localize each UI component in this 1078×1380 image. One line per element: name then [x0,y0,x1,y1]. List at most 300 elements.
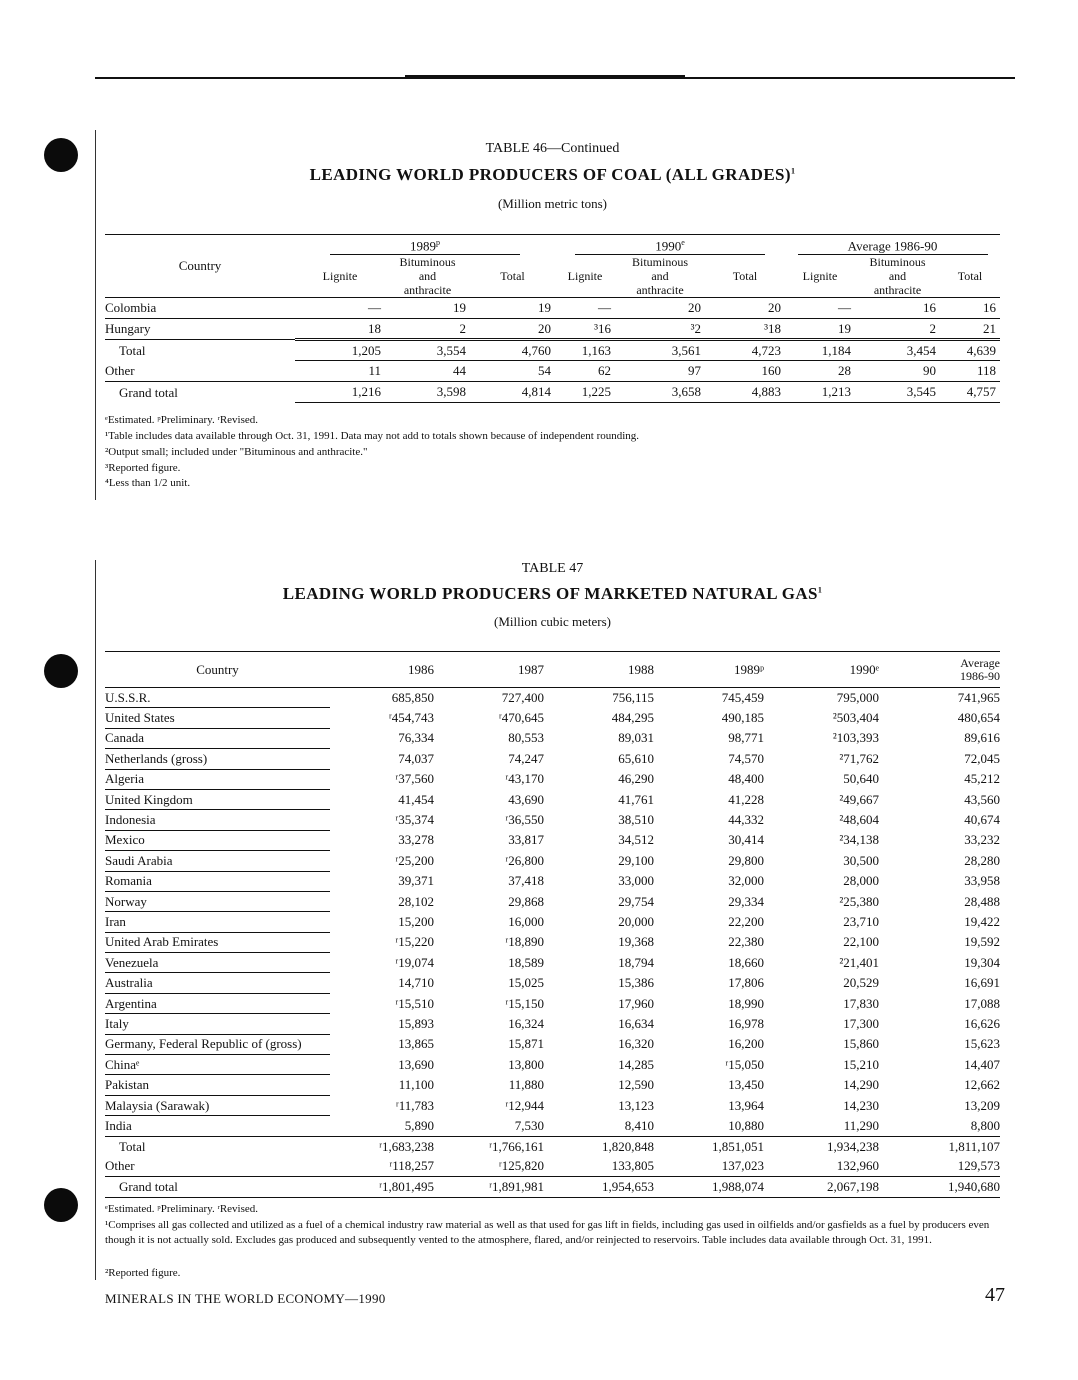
table-row [105,728,1000,748]
value-cell: 33,817 [508,832,544,848]
country-cell: Grand total [119,384,178,400]
table-row [105,953,1000,973]
value-cell: 795,000 [836,689,879,705]
value-cell: 97 [615,361,705,382]
value-cell: ʳ11,783 [395,1097,434,1113]
value-cell: 17,806 [728,975,764,991]
table-row [105,382,1000,403]
country-cell: Colombia [105,298,295,319]
value-cell: 13,123 [618,1097,654,1113]
table47-header-1986: 1986 [408,661,434,677]
table46-title [105,165,1000,185]
value-cell: 745,459 [721,689,764,705]
value-cell: 1,940,680 [948,1179,1000,1195]
country-cell: Mexico [105,830,330,850]
value-cell: 76,334 [398,730,434,746]
value-cell: 15,025 [508,975,544,991]
value-cell: 16,978 [728,1015,764,1031]
value-cell: 41,454 [398,791,434,807]
col-total: Total [500,269,525,284]
value-cell: 20 [470,319,555,340]
value-cell: 74,037 [398,750,434,766]
value-cell: 89,616 [964,730,1000,746]
value-cell: 15,871 [508,1036,544,1052]
value-cell: ʳ26,800 [505,852,544,868]
value-cell: 16,634 [618,1015,654,1031]
value-cell: 17,960 [618,995,654,1011]
table46-unit: (Million metric tons) [497,196,608,211]
table47-caption: TABLE 47 [521,561,584,576]
value-cell: 50,640 [843,771,879,787]
country-cell: Canada [105,728,330,748]
value-cell: 1,988,074 [712,1179,764,1195]
col-anthracite: anthracite [403,283,452,298]
table47-header-country: Country [196,661,239,677]
value-cell: 33,958 [964,873,1000,889]
value-cell: 2,067,198 [827,1179,879,1195]
country-cell: India [105,1116,330,1136]
running-footer: MINERALS IN THE WORLD ECONOMY—1990 [105,1291,386,1306]
value-cell: 29,334 [728,893,764,909]
value-cell: 20,529 [843,975,879,991]
value-cell: 29,754 [618,893,654,909]
value-cell: ²71,762 [839,750,879,766]
value-cell: 21 [940,319,1000,340]
value-cell: 16,691 [964,975,1000,991]
col-lignite: Lignite [567,269,603,284]
value-cell: 41,761 [618,791,654,807]
value-cell: 741,965 [957,689,1000,705]
value-cell: 18,794 [618,954,654,970]
value-cell: 3,554 [385,340,470,361]
value-cell: 8,410 [550,1116,660,1136]
value-cell: 3,561 [615,340,705,361]
value-cell: 14,290 [843,1077,879,1093]
value-cell: 22,100 [843,934,879,950]
value-cell: 33,000 [618,873,654,889]
value-cell: 19,368 [618,934,654,950]
table47-title-sup: 1 [817,585,823,595]
value-cell: 3,598 [385,382,470,403]
value-cell: 48,400 [728,771,764,787]
value-cell: — [295,298,385,319]
table-row [105,688,1000,708]
value-cell: 98,771 [728,730,764,746]
value-cell: 28,488 [964,893,1000,909]
value-cell: 1,225 [555,382,615,403]
value-cell: 10,880 [660,1116,770,1136]
value-cell: 16,626 [964,1015,1000,1031]
table47-footnote: ²Reported figure. [105,1267,181,1279]
col-anthracite: anthracite [636,283,684,298]
value-cell: 160 [705,361,785,382]
value-cell: 20 [615,298,705,319]
country-cell: United Kingdom [105,789,330,809]
value-cell: 90 [855,361,940,382]
value-cell: 22,200 [728,913,764,929]
natural-gas-producers-table [105,651,1000,1198]
col-total: Total [957,269,983,284]
table-row [105,1136,1000,1156]
left-margin-rule [95,130,96,500]
coal-producers-table [105,234,1000,403]
value-cell: 1,213 [785,382,855,403]
value-cell: 756,115 [612,689,654,705]
value-cell: 18,589 [508,954,544,970]
table47-header-1990: 1990ᵉ [849,661,879,677]
value-cell: 1,851,051 [712,1138,764,1154]
table46-footnote: ²Output small; included under "Bituminous and anthracite." [105,446,368,458]
value-cell: ²25,380 [839,893,879,909]
table-row [105,1034,1000,1054]
value-cell: 12,662 [964,1077,1000,1093]
value-cell: 13,690 [398,1056,434,1072]
col-bituminous: Bituminous [869,255,926,270]
value-cell: 29,100 [618,852,654,868]
value-cell: 15,623 [964,1036,1000,1052]
value-cell: 44,332 [728,812,764,828]
table-row [105,912,1000,932]
value-cell: ʳ454,743 [388,710,434,726]
value-cell: 43,560 [964,791,1000,807]
value-cell: 8,800 [885,1116,1000,1136]
table46-country-header: Country [178,258,222,274]
value-cell: 15,860 [843,1036,879,1052]
country-cell: Saudi Arabia [105,851,330,871]
value-cell: 16,320 [618,1036,654,1052]
col-and: and [651,269,669,284]
country-cell: Indonesia [105,810,330,830]
value-cell: ²21,401 [839,954,879,970]
value-cell: 16,324 [508,1015,544,1031]
value-cell: 14,230 [843,1097,879,1113]
country-cell: Italy [105,1014,330,1034]
table46-footnote: ³Reported figure. [105,462,181,474]
value-cell: 65,610 [618,750,654,766]
value-cell: 18,660 [728,954,764,970]
table-row [105,1014,1000,1034]
value-cell: ʳ35,374 [395,812,434,828]
value-cell: 484,295 [611,710,654,726]
value-cell: 1,820,848 [602,1138,654,1154]
table-row [105,340,1000,361]
value-cell: ʳ15,220 [395,934,434,950]
country-cell: United States [105,708,330,728]
value-cell: 4,883 [705,382,785,403]
value-cell: 89,031 [618,730,654,746]
value-cell: 133,805 [550,1156,660,1176]
value-cell: 13,865 [398,1036,434,1052]
left-margin-rule [95,560,96,1280]
value-cell: 13,964 [728,1097,764,1113]
value-cell: 22,380 [728,934,764,950]
country-cell: Algeria [105,769,330,789]
table-row [105,749,1000,769]
value-cell: ²103,393 [832,730,879,746]
country-cell: United Arab Emirates [105,932,330,952]
value-cell: ²34,138 [839,832,879,848]
table-row [105,789,1000,809]
page-top-rule-accent [405,75,685,78]
col-bituminous: Bituminous [399,255,456,270]
binder-hole [44,654,78,688]
value-cell: ʳ15,510 [395,995,434,1011]
value-cell: 28,102 [398,893,434,909]
value-cell: 74,570 [728,750,764,766]
value-cell: — [555,298,615,319]
table-row [105,1156,1000,1176]
value-cell: 33,232 [964,832,1000,848]
value-cell: ʳ18,890 [505,934,544,950]
table47-header-1987: 1987 [518,661,544,677]
value-cell: 16,000 [508,913,544,929]
value-cell: 12,590 [618,1077,654,1093]
table46-group-1990: 1990e [555,235,785,256]
value-cell: 16 [940,298,1000,319]
table-row [105,1075,1000,1095]
country-cell: Total [119,1138,146,1154]
value-cell: 80,553 [508,730,544,746]
value-cell: 19,304 [964,954,1000,970]
value-cell: 11,290 [770,1116,885,1136]
col-lignite: Lignite [322,269,358,284]
value-cell: 13,800 [508,1056,544,1072]
value-cell: 11,880 [508,1077,544,1093]
col-lignite: Lignite [802,269,838,284]
value-cell: 14,285 [618,1056,654,1072]
value-cell: ʳ1,683,238 [379,1138,434,1154]
value-cell: 4,814 [470,382,555,403]
value-cell: 74,247 [508,750,544,766]
value-cell: ³18 [705,319,785,340]
value-cell: 19 [785,319,855,340]
value-cell: 7,530 [440,1116,550,1136]
value-cell: 13,450 [728,1077,764,1093]
country-cell: Hungary [105,319,295,340]
country-cell: Grand total [119,1179,178,1195]
value-cell: 1,934,238 [827,1138,879,1154]
value-cell: 4,639 [940,340,1000,361]
value-cell: 54 [470,361,555,382]
value-cell: 13,209 [964,1097,1000,1113]
col-anthracite: anthracite [873,283,922,298]
value-cell: 1,184 [785,340,855,361]
table-row [105,830,1000,850]
value-cell: 15,210 [843,1056,879,1072]
table47-footnote: ᵉEstimated. ᵖPreliminary. ʳRevised. [105,1203,259,1215]
binder-hole [44,1188,78,1222]
value-cell: ʳ15,050 [725,1056,764,1072]
value-cell: 72,045 [964,750,1000,766]
table-row [105,298,1000,319]
table-row [105,871,1000,891]
value-cell: 685,850 [391,689,434,705]
value-cell: 28 [785,361,855,382]
value-cell: 33,278 [398,832,434,848]
table47-title-text: LEADING WORLD PRODUCERS OF MARKETED NATURAL GAS [282,584,818,603]
country-cell: Iran [105,912,330,932]
value-cell: 19,592 [964,934,1000,950]
value-cell: ʳ36,550 [505,812,544,828]
value-cell: ʳ43,170 [505,771,544,787]
value-cell: 1,216 [295,382,385,403]
value-cell: 14,710 [398,975,434,991]
value-cell: 1,954,653 [602,1179,654,1195]
value-cell: 34,512 [618,832,654,848]
table46-footnote: ᵉEstimated. ᵖPreliminary. ʳRevised. [105,414,259,426]
value-cell: 45,212 [964,771,1000,787]
value-cell: 1,811,107 [948,1138,1000,1154]
col-bituminous: Bituminous [631,255,688,270]
table-row [105,1116,1000,1136]
value-cell: 37,418 [508,873,544,889]
value-cell: 46,290 [618,771,654,787]
value-cell: 132,960 [770,1156,885,1176]
value-cell: 16,200 [728,1036,764,1052]
value-cell: 43,690 [508,791,544,807]
value-cell: 23,710 [843,913,879,929]
value-cell: ʳ37,560 [395,771,434,787]
table-row [105,932,1000,952]
table-row [105,708,1000,728]
col-and: and [888,269,907,284]
value-cell: 62 [555,361,615,382]
table47-title [105,584,1000,604]
value-cell: 480,654 [957,710,1000,726]
table47-header-1988: 1988 [628,661,654,677]
country-cell: Malaysia (Sarawak) [105,1095,330,1115]
value-cell: 17,088 [964,995,1000,1011]
country-cell: Norway [105,891,330,911]
value-cell: 30,500 [843,852,879,868]
value-cell: 19 [385,298,470,319]
value-cell: 137,023 [660,1156,770,1176]
table-row [105,891,1000,911]
value-cell: 1,163 [555,340,615,361]
value-cell: ²49,667 [839,791,879,807]
country-cell: Venezuela [105,953,330,973]
country-cell: Other [105,361,295,382]
table-row [105,1095,1000,1115]
value-cell: — [785,298,855,319]
table-row [105,319,1000,340]
value-cell: 14,407 [964,1056,1000,1072]
value-cell: 2 [385,319,470,340]
table46-group-average: Average 1986-90 [785,235,1000,256]
value-cell: 15,893 [398,1015,434,1031]
value-cell: 38,510 [618,812,654,828]
value-cell: 15,386 [618,975,654,991]
value-cell: ʳ25,200 [395,852,434,868]
table46-footnote: ⁴Less than 1/2 unit. [105,477,191,489]
value-cell: 118 [940,361,1000,382]
value-cell: 41,228 [728,791,764,807]
value-cell: 2 [855,319,940,340]
value-cell: 18 [295,319,385,340]
value-cell: 28,280 [964,852,1000,868]
value-cell: ʳ470,645 [498,710,544,726]
value-cell: 17,300 [843,1015,879,1031]
value-cell: ²503,404 [832,710,879,726]
value-cell: 5,890 [330,1116,440,1136]
binder-hole [44,138,78,172]
value-cell: 3,658 [615,382,705,403]
country-cell: Argentina [105,993,330,1013]
country-cell: Romania [105,871,330,891]
value-cell: ʳ125,820 [440,1156,550,1176]
value-cell: 30,414 [728,832,764,848]
col-total: Total [732,269,758,284]
country-cell: Total [119,342,146,358]
value-cell: 29,800 [728,852,764,868]
value-cell: 1,205 [295,340,385,361]
value-cell: 39,371 [398,873,434,889]
country-cell: U.S.S.R. [105,688,330,708]
table-row [105,851,1000,871]
table-row [105,810,1000,830]
value-cell: 17,830 [843,995,879,1011]
value-cell: ʳ1,891,981 [489,1179,544,1195]
table46-footnote: ¹Table includes data available through Oct. 31, 1991. Data may not add to totals shown because of independent rounding. [105,430,640,442]
value-cell: 40,674 [964,812,1000,828]
table46-caption: TABLE 46—Continued [485,141,620,156]
value-cell: 20,000 [618,913,654,929]
value-cell: ³2 [615,319,705,340]
value-cell: 129,573 [885,1156,1000,1176]
country-cell: Germany, Federal Republic of (gross) [105,1034,330,1054]
value-cell: 4,757 [940,382,1000,403]
value-cell: 20 [705,298,785,319]
value-cell: ʳ12,944 [505,1097,544,1113]
value-cell: 32,000 [728,873,764,889]
table-row [105,973,1000,993]
table-row [105,993,1000,1013]
table46-group-1989: 1989$^p$ [295,235,555,256]
value-cell: ʳ1,766,161 [489,1138,544,1154]
value-cell: 19,422 [964,913,1000,929]
table-row [105,769,1000,789]
table46-title-text: LEADING WORLD PRODUCERS OF COAL (ALL GRADES) [309,165,791,184]
value-cell: ʳ19,074 [395,954,434,970]
table-row [105,1177,1000,1197]
value-cell: 727,400 [501,689,544,705]
table46-title-sup: 1 [790,166,796,176]
country-cell: Australia [105,973,330,993]
value-cell: 18,990 [728,995,764,1011]
value-cell: 4,760 [470,340,555,361]
value-cell: 19 [470,298,555,319]
country-cell: Pakistan [105,1075,330,1095]
value-cell: ³16 [555,319,615,340]
table47-footnote: ¹Comprises all gas collected and utilized as a fuel of a chemical industry raw material as well as that used for gas lift in fields, including gas used in oilfields and/or gasfields as a fuel by producers even though it is not actually sold. Excludes gas produced and subsequently vented to the atmosphere, flared, and/or reinjected to reservoirs. Table includes data available through Oct. 31, 1991. [105,1219,990,1246]
value-cell: 11,100 [398,1077,434,1093]
country-cell: Other [105,1156,330,1176]
table-row [105,361,1000,382]
value-cell: 4,723 [705,340,785,361]
value-cell: 15,200 [398,913,434,929]
value-cell: 490,185 [721,710,764,726]
col-and: and [418,269,437,284]
value-cell: 28,000 [843,873,879,889]
value-cell: 29,868 [508,893,544,909]
country-cell: Chinaᵉ [105,1055,330,1075]
table47-header-average: Average 1986-90 [960,655,1000,683]
value-cell: ʳ118,257 [330,1156,440,1176]
value-cell: 3,454 [855,340,940,361]
value-cell: ²48,604 [839,812,879,828]
value-cell: 16 [855,298,940,319]
value-cell: ʳ15,150 [505,995,544,1011]
